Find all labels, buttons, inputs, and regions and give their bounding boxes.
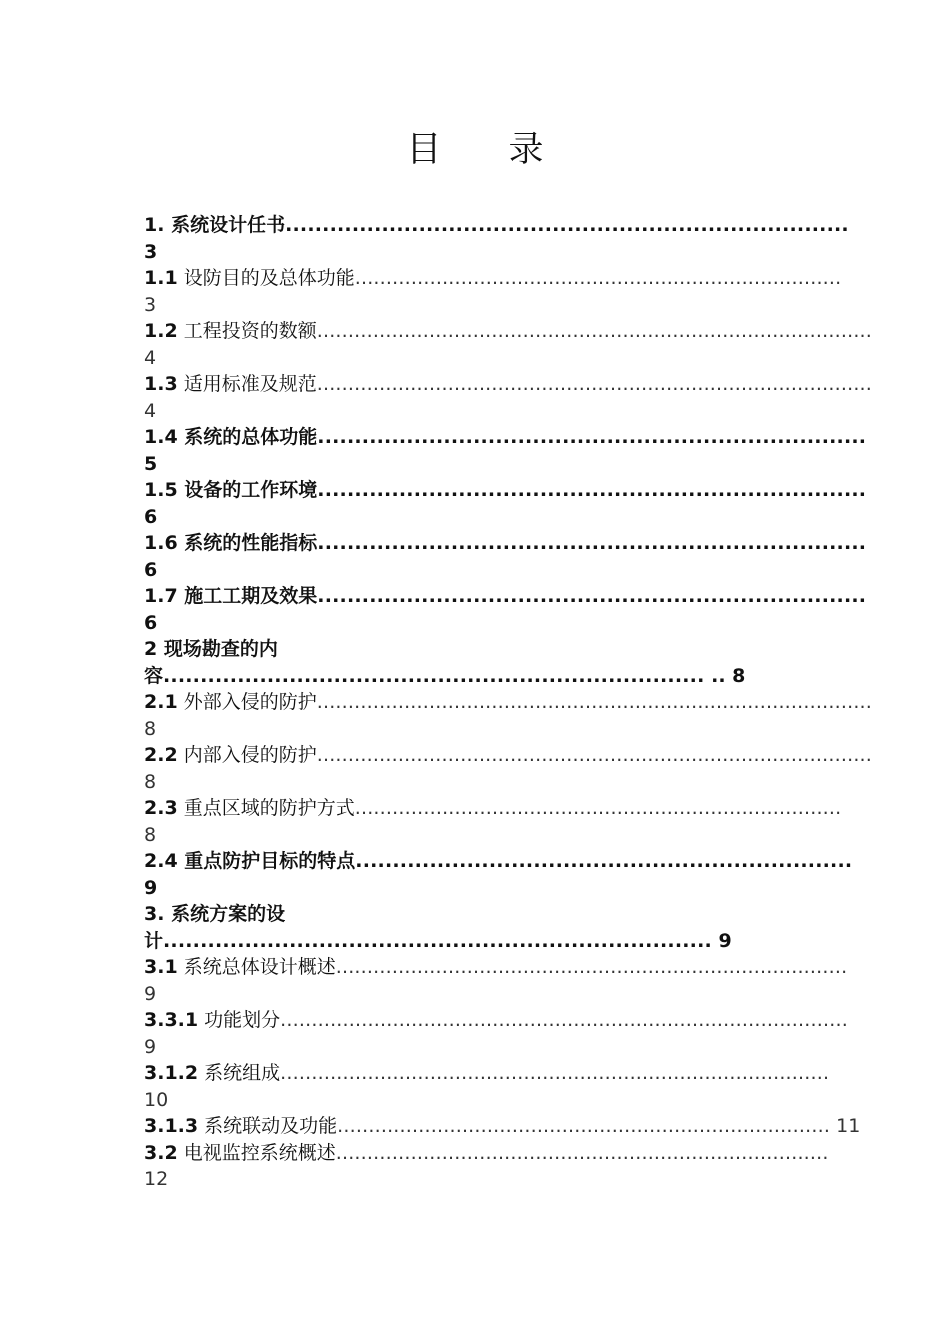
- toc-entry-label: 内部入侵的防护: [177, 744, 317, 766]
- toc-entry-label-continued: 计: [144, 929, 164, 952]
- toc-entry-line: [144, 1007, 848, 1034]
- toc-entry-label: 系统组成: [198, 1062, 281, 1084]
- toc-entry-label: 系统联动及功能: [198, 1115, 338, 1137]
- toc-entry-label: 功能划分: [198, 1009, 281, 1031]
- toc-entry-line: [144, 1060, 830, 1087]
- toc-entry-line: [144, 583, 867, 610]
- toc-entry-page: 8: [144, 717, 157, 740]
- toc-entry-label: 设防目的及总体功能: [177, 267, 355, 289]
- toc-entry-page: 9: [144, 982, 157, 1005]
- toc-entry-leader: ..........................................................................: [163, 929, 712, 952]
- toc-entry-leader: ..............................................................................: [354, 797, 842, 819]
- toc-entry[interactable]: [144, 530, 867, 583]
- page-title: 目 录: [406, 130, 572, 170]
- toc-entry[interactable]: [144, 954, 848, 1007]
- toc-entry-line: [144, 477, 867, 504]
- toc-entry-line: [144, 1140, 829, 1167]
- toc-entry-page: 5: [144, 452, 158, 475]
- toc-entry-page: 4: [144, 399, 157, 422]
- toc-entry-label: 系统方案的设: [164, 903, 286, 925]
- toc-entry-line: [144, 424, 867, 451]
- toc-entry-line: [144, 265, 842, 292]
- toc-entry[interactable]: [144, 477, 867, 530]
- toc-entry-number: 1.: [144, 214, 165, 236]
- toc-entry[interactable]: [144, 795, 842, 848]
- toc-entry-leader: .........................................................................................: [316, 373, 873, 395]
- toc-entry-page: .. 8: [704, 664, 746, 687]
- toc-entry-leader: .........................................................................................: [316, 744, 873, 766]
- toc-entry-number: 3.3.1: [144, 1009, 199, 1031]
- toc-entry-leader: ...................................................................: [355, 850, 853, 872]
- toc-entry-number: 2: [144, 638, 158, 660]
- toc-entry-page: 6: [144, 558, 158, 581]
- toc-entry-number: 2.2: [144, 744, 178, 766]
- toc-entry-line: [144, 212, 849, 239]
- toc-entry-leader: .........................................................................................: [316, 320, 873, 342]
- toc-entry[interactable]: [144, 1140, 829, 1193]
- toc-entry-number: 1.7: [144, 585, 178, 607]
- toc-entry-leader: ..........................................................................: [317, 585, 867, 607]
- toc-entry-page: 9: [144, 876, 158, 899]
- toc-entry-leader: ..............................................................................: [354, 267, 842, 289]
- toc-entry-number: 1.1: [144, 267, 178, 289]
- toc-entry[interactable]: [144, 1060, 830, 1113]
- toc-entry-line: [144, 795, 842, 822]
- toc-entry-page: 8: [144, 823, 157, 846]
- toc-entry-number: 2.1: [144, 691, 178, 713]
- toc-entry-page: 11: [830, 1115, 861, 1137]
- toc-entry-label-continued: 容: [144, 664, 164, 687]
- toc-entry-page: 9: [711, 929, 732, 952]
- toc-entry-leader: .........................................................................................: [316, 691, 873, 713]
- toc-entry-number: 3.1.3: [144, 1115, 199, 1137]
- toc-entry[interactable]: [144, 1007, 848, 1060]
- toc-entry-line: [144, 636, 804, 663]
- toc-entry-line: [144, 318, 873, 345]
- toc-entry-leader: ..........................................................................: [317, 479, 867, 501]
- toc-entry-line: [144, 742, 873, 769]
- toc-entry-page: 3: [144, 293, 157, 316]
- toc-entry-leader: ...............................................................................: [337, 1115, 831, 1137]
- toc-entry-page: 9: [144, 1035, 157, 1058]
- toc-entry[interactable]: [144, 212, 849, 265]
- toc-entry-number: 3.2: [144, 1141, 178, 1164]
- toc-entry[interactable]: [144, 265, 842, 318]
- toc-entry-number: 3.1.2: [144, 1062, 199, 1084]
- toc-entry[interactable]: [144, 689, 873, 742]
- toc-entry-page: 6: [144, 505, 158, 528]
- toc-entry-label: 适用标准及规范: [177, 373, 317, 395]
- toc-entry-number: 1.2: [144, 320, 178, 342]
- toc-entry-leader: ..................................................................................: [335, 956, 848, 978]
- toc-entry-line: [144, 1113, 861, 1140]
- toc-entry-page: 12: [144, 1168, 169, 1190]
- toc-entry[interactable]: [144, 636, 804, 689]
- toc-entry[interactable]: [144, 318, 873, 371]
- toc-entry-label: 系统总体设计概述: [177, 956, 336, 978]
- toc-entry[interactable]: [144, 424, 867, 477]
- toc-entry-line: [144, 848, 853, 875]
- toc-entry[interactable]: [144, 848, 853, 901]
- toc-entry-line-continued: [144, 663, 804, 690]
- toc-entry-number: 1.6: [144, 532, 178, 554]
- toc-entry-label: 系统设计任书: [164, 214, 286, 236]
- toc-entry-page: 4: [144, 346, 157, 369]
- toc-entry[interactable]: [144, 583, 867, 636]
- toc-entry-label: 系统的总体功能: [177, 426, 318, 448]
- toc-entry-number: 1.5: [144, 479, 178, 501]
- toc-entry-leader: ...............................................................................: [335, 1141, 829, 1164]
- toc-entry-number: 3.: [144, 903, 165, 925]
- toc-entry-label: 系统的性能指标: [177, 532, 318, 554]
- toc-entry-page: 8: [144, 770, 157, 793]
- toc-entry[interactable]: [144, 742, 873, 795]
- toc-entry[interactable]: [144, 371, 873, 424]
- toc-entry-label: 施工工期及效果: [177, 585, 318, 607]
- toc-entry-label: 工程投资的数额: [177, 320, 317, 342]
- toc-entry-leader: .........................................................................: [163, 664, 705, 687]
- toc-entry-leader: ..........................................................................: [317, 532, 867, 554]
- toc-entry-label: 设备的工作环境: [177, 479, 318, 501]
- toc-entry-label: 电视监控系统概述: [177, 1141, 336, 1164]
- toc-entry-leader: ..........................................................................: [317, 426, 867, 448]
- toc-entry-line: [144, 371, 873, 398]
- toc-entry-leader: ........................................................................................: [280, 1062, 830, 1084]
- toc-entry-line-continued: [144, 928, 804, 955]
- toc-entry-number: 2.3: [144, 797, 178, 819]
- toc-entry-line: [144, 954, 848, 981]
- toc-entry-number: 3.1: [144, 956, 178, 978]
- table-of-contents: [144, 212, 873, 1193]
- toc-entry-line: [144, 901, 804, 928]
- toc-entry-line: [144, 530, 867, 557]
- toc-entry-number: 1.3: [144, 373, 178, 395]
- toc-entry-label: 重点防护目标的特点: [177, 850, 356, 872]
- toc-entry-number: 1.4: [144, 426, 178, 448]
- toc-entry-number: 2.4: [144, 850, 178, 872]
- toc-entry-label: 外部入侵的防护: [177, 691, 317, 713]
- toc-entry-page: 3: [144, 240, 158, 263]
- toc-entry-page: 10: [144, 1088, 169, 1111]
- toc-entry-leader: ...........................................................................................: [280, 1009, 848, 1031]
- toc-entry[interactable]: [144, 901, 804, 954]
- toc-entry-line: [144, 689, 873, 716]
- toc-entry-label: 现场勘查的内: [157, 638, 278, 660]
- toc-entry[interactable]: [144, 1113, 861, 1140]
- toc-entry-label: 重点区域的防护方式: [177, 797, 355, 819]
- toc-entry-page: 6: [144, 611, 158, 634]
- toc-entry-leader: ............................................................................: [285, 214, 849, 236]
